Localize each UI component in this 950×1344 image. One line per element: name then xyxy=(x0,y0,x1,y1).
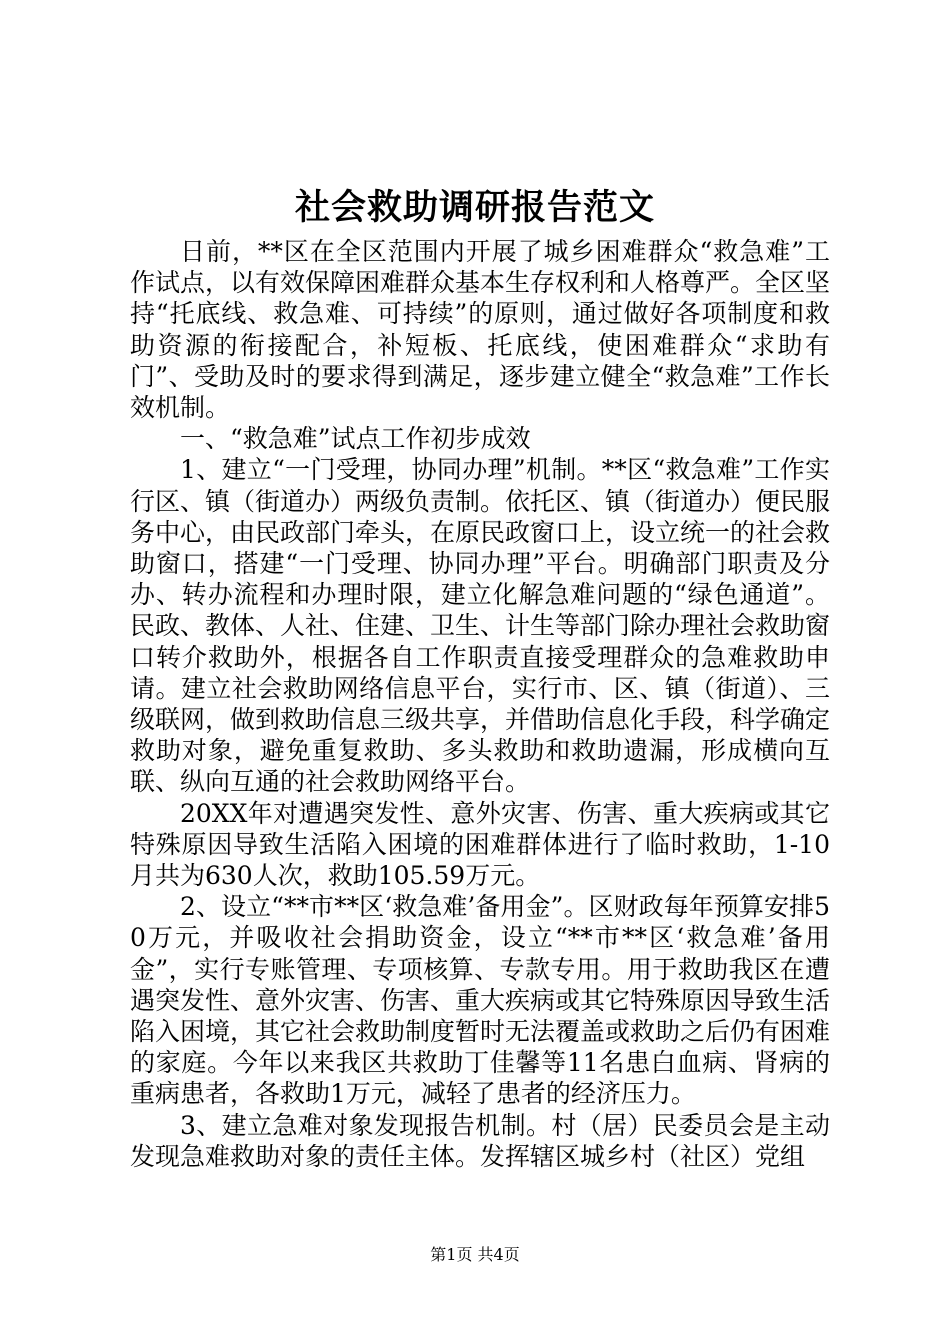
page-title: 社会救助调研报告范文 xyxy=(294,187,655,228)
paragraph-item-1: 1、建立“一门受理，协同办理”机制。**区“救急难”工作实行区、镇（街道办）两级负责制。依托区、镇（街道办）便民服务中心，由民政部门牵头，在原民政窗口上，设立统一的社会救助窗口，搭建“一门受理、协同办理”平台。明确部门职责及分办、转办流程和办理时限，建立化解急难问题的“绿色通道”。民政、教体、人社、住建、卫生、计生等部门除办理社会救助窗口转介救助外，根据各自工作职责直接受理群众的急难救助申请。建立社会救助网络信息平台，实行市、区、镇（街道）、三级联网，做到救助信息三级共享，并借助信息化手段，科学确定救助对象，避免重复救助、多头救助和救助遗漏，形成横向互联、纵向互通的社会救助网络平台。 xyxy=(130,455,831,797)
section-heading-1: 一、“救急难”试点工作初步成效 xyxy=(180,424,531,454)
paragraph-statistics: 20XX年对遭遇突发性、意外灾害、伤害、重大疾病或其它特殊原因导致生活陷入困境的困难群体进行了临时救助，1-10月共为630人次，救助105.59万元。 xyxy=(130,798,830,891)
document-body xyxy=(130,236,830,1172)
paragraph-intro: 日前，**区在全区范围内开展了城乡困难群众“救急难”工作试点，以有效保障困难群众基本生存权利和人格尊严。全区坚持“托底线、救急难、可持续”的原则，通过做好各项制度和救助资源的衔接配合，补短板、托底线，使困难群众“求助有门”、受助及时的要求得到满足，逐步建立健全“救急难”工作长效机制。 xyxy=(130,237,831,423)
paragraph-item-2: 2、设立“**市**区‘救急难’备用金”。区财政每年预算安排50万元，并吸收社会捐助资金，设立“**市**区‘救急难’备用金”，实行专账管理、专项核算、专款专用。用于救助我区在遭遇突发性、意外灾害、伤害、重大疾病或其它特殊原因导致生活陷入困境，其它社会救助制度暂时无法覆盖或救助之后仍有困难的家庭。今年以来我区共救助丁佳馨等11名患白血病、肾病的重病患者，各救助1万元，减轻了患者的经济压力。 xyxy=(130,892,831,1109)
paragraph-item-3: 3、建立急难对象发现报告机制。村（居）民委员会是主动发现急难救助对象的责任主体。发挥辖区城乡村（社区）党组 xyxy=(130,1110,830,1171)
page-footer: 第1页 共4页 xyxy=(430,1245,520,1264)
